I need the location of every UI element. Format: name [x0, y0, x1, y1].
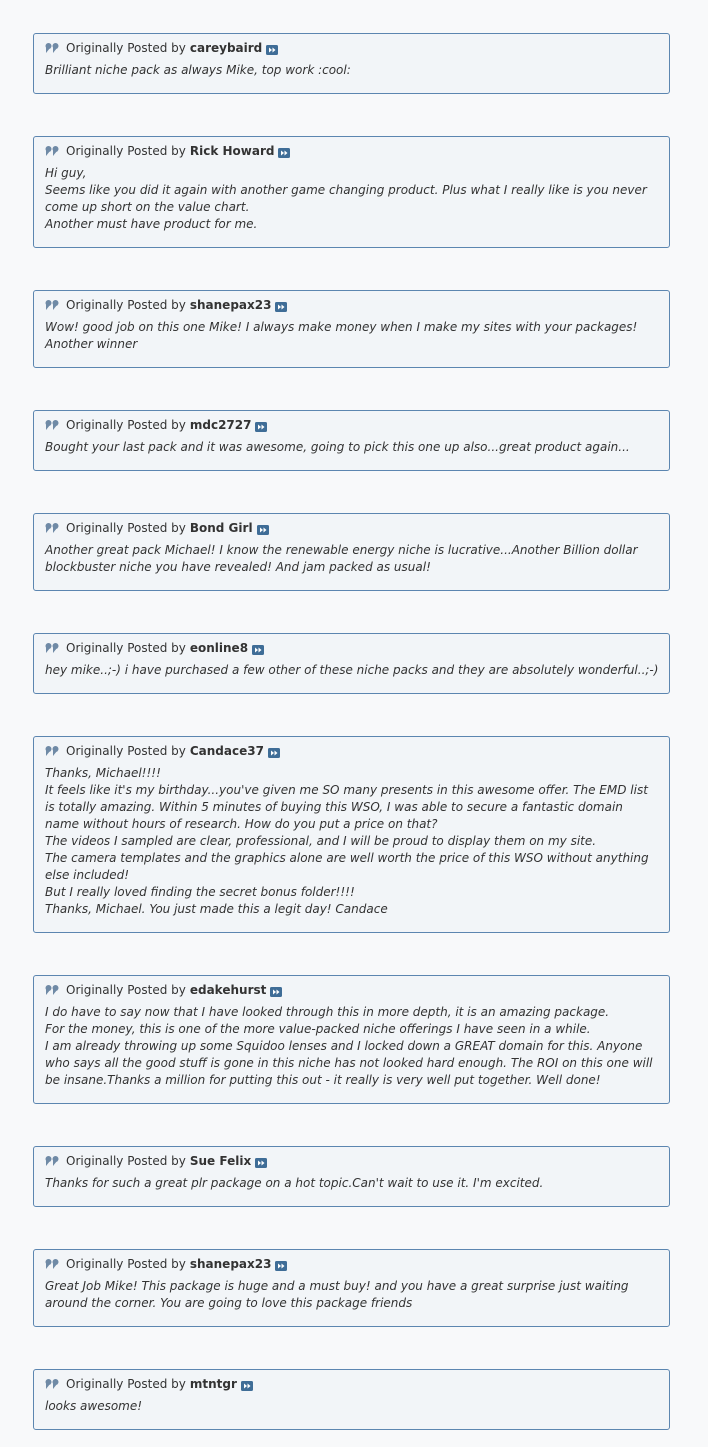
- quote-marks-icon: [45, 642, 60, 654]
- quote-author: mtntgr: [189, 1377, 237, 1391]
- quote-body: [45, 662, 659, 679]
- quote-author: careybaird: [189, 41, 263, 55]
- quote-author: Bond Girl: [189, 521, 253, 535]
- quote-prefix: Originally Posted by: [66, 298, 186, 312]
- view-post-icon[interactable]: [266, 45, 278, 55]
- quote-marks-icon: [45, 1258, 60, 1270]
- quote-header: [45, 1256, 659, 1272]
- quote-line: Thanks, Michael!!!!: [45, 766, 161, 780]
- quote-author: eonline8: [189, 641, 249, 655]
- view-post-icon[interactable]: [270, 987, 282, 997]
- view-post-icon[interactable]: [275, 1261, 287, 1271]
- quote-line: Bought your last pack and it was awesome, going to pick this one up also...great product again...: [45, 440, 630, 454]
- quote-line: Great Job Mike! This package is huge and a must buy! and you have a great surprise just waiting around the corner. You are going to love this package friends: [45, 1279, 629, 1310]
- quote-header: [45, 40, 659, 56]
- quote-body: [45, 165, 659, 233]
- quote-prefix: Originally Posted by: [66, 1154, 186, 1168]
- quote-body: [45, 319, 659, 353]
- quote-line: For the money, this is one of the more value-packed niche offerings I have seen in a while.: [45, 1022, 591, 1036]
- quote-line: I am already throwing up some Squidoo lenses and I locked down a GREAT domain for this. Anyone who says all the good stuff is gone in this niche has not looked hard enough. The ROI on this one will be insane.Thanks a million for putting this out - it really is very well put together. Well done!: [45, 1039, 653, 1087]
- quote-line: looks awesome!: [45, 1399, 143, 1413]
- quote-line: Wow! good job on this one Mike! I always make money when I make my sites with your packages!: [45, 320, 638, 334]
- quote-prefix: Originally Posted by: [66, 641, 186, 655]
- view-post-icon[interactable]: [275, 302, 287, 312]
- view-post-icon[interactable]: [255, 422, 267, 432]
- view-post-icon[interactable]: [278, 148, 290, 158]
- quote-box: [33, 1369, 670, 1430]
- quote-header: [45, 640, 659, 656]
- quote-line: I do have to say now that I have looked through this in more depth, it is an amazing package.: [45, 1005, 610, 1019]
- quote-box: [33, 290, 670, 368]
- quote-body: [45, 542, 659, 576]
- quote-author: shanepax23: [189, 298, 272, 312]
- quote-author: edakehurst: [189, 983, 267, 997]
- quote-line: But I really loved finding the secret bonus folder!!!!: [45, 885, 355, 899]
- quote-box: [33, 736, 670, 933]
- quote-author: Candace37: [189, 744, 264, 758]
- quote-prefix: Originally Posted by: [66, 1257, 186, 1271]
- view-post-icon[interactable]: [255, 1158, 267, 1168]
- quote-prefix: Originally Posted by: [66, 41, 186, 55]
- quote-box: [33, 1249, 670, 1327]
- quote-header: [45, 982, 659, 998]
- quote-line: Hi guy,: [45, 166, 87, 180]
- quote-marks-icon: [45, 1155, 60, 1167]
- quote-author: mdc2727: [189, 418, 252, 432]
- quote-box: [33, 1146, 670, 1207]
- quote-prefix: Originally Posted by: [66, 521, 186, 535]
- quote-prefix: Originally Posted by: [66, 744, 186, 758]
- quote-box: [33, 975, 670, 1104]
- quote-header: [45, 520, 659, 536]
- quote-line: The camera templates and the graphics alone are well worth the price of this WSO without anything else included!: [45, 851, 649, 882]
- quote-marks-icon: [45, 419, 60, 431]
- quote-header: [45, 417, 659, 433]
- quote-header: [45, 1376, 659, 1392]
- quote-box: [33, 633, 670, 694]
- quote-box: [33, 410, 670, 471]
- quote-marks-icon: [45, 299, 60, 311]
- quote-author: shanepax23: [189, 1257, 272, 1271]
- quote-marks-icon: [45, 1378, 60, 1390]
- quote-line: Another winner: [45, 337, 138, 351]
- quote-line: Another must have product for me.: [45, 217, 258, 231]
- quote-prefix: Originally Posted by: [66, 418, 186, 432]
- quote-line: The videos I sampled are clear, professional, and I will be proud to display them on my site.: [45, 834, 597, 848]
- quote-marks-icon: [45, 42, 60, 54]
- quote-body: [45, 1398, 659, 1415]
- quote-header: [45, 1153, 659, 1169]
- quote-box: [33, 513, 670, 591]
- view-post-icon[interactable]: [268, 748, 280, 758]
- quote-marks-icon: [45, 984, 60, 996]
- quote-author: Rick Howard: [189, 144, 275, 158]
- quote-box: [33, 33, 670, 94]
- quote-line: hey mike..;-) i have purchased a few other of these niche packs and they are absolutely wonderful..;-): [45, 663, 659, 677]
- quote-line: Thanks for such a great plr package on a hot topic.Can't wait to use it. I'm excited.: [45, 1176, 544, 1190]
- quote-line: It feels like it's my birthday...you've given me SO many presents in this awesome offer. The EMD list is totally amazing. Within 5 minutes of buying this WSO, I was able to secure a fantastic domain name without hours of research. How do you put a price on that?: [45, 783, 648, 831]
- quote-body: [45, 1175, 659, 1192]
- quote-body: [45, 62, 659, 79]
- quote-header: [45, 743, 659, 759]
- quote-body: [45, 765, 659, 918]
- quote-prefix: Originally Posted by: [66, 1377, 186, 1391]
- quote-header: [45, 297, 659, 313]
- quote-prefix: Originally Posted by: [66, 983, 186, 997]
- quote-marks-icon: [45, 745, 60, 757]
- quote-box: [33, 136, 670, 248]
- quote-body: [45, 439, 659, 456]
- quote-line: Seems like you did it again with another game changing product. Plus what I really like is you never come up short on the value chart.: [45, 183, 647, 214]
- view-post-icon[interactable]: [257, 525, 269, 535]
- quote-line: Brilliant niche pack as always Mike, top work :cool:: [45, 63, 351, 77]
- view-post-icon[interactable]: [241, 1381, 253, 1391]
- quote-line: Another great pack Michael! I know the renewable energy niche is lucrative...Another Billion dollar blockbuster niche you have revealed! And jam packed as usual!: [45, 543, 638, 574]
- quote-prefix: Originally Posted by: [66, 144, 186, 158]
- view-post-icon[interactable]: [252, 645, 264, 655]
- quote-marks-icon: [45, 145, 60, 157]
- quote-author: Sue Felix: [189, 1154, 252, 1168]
- quote-line: Thanks, Michael. You just made this a legit day! Candace: [45, 902, 388, 916]
- quote-marks-icon: [45, 522, 60, 534]
- quote-header: [45, 143, 659, 159]
- quote-body: [45, 1278, 659, 1312]
- quote-body: [45, 1004, 659, 1089]
